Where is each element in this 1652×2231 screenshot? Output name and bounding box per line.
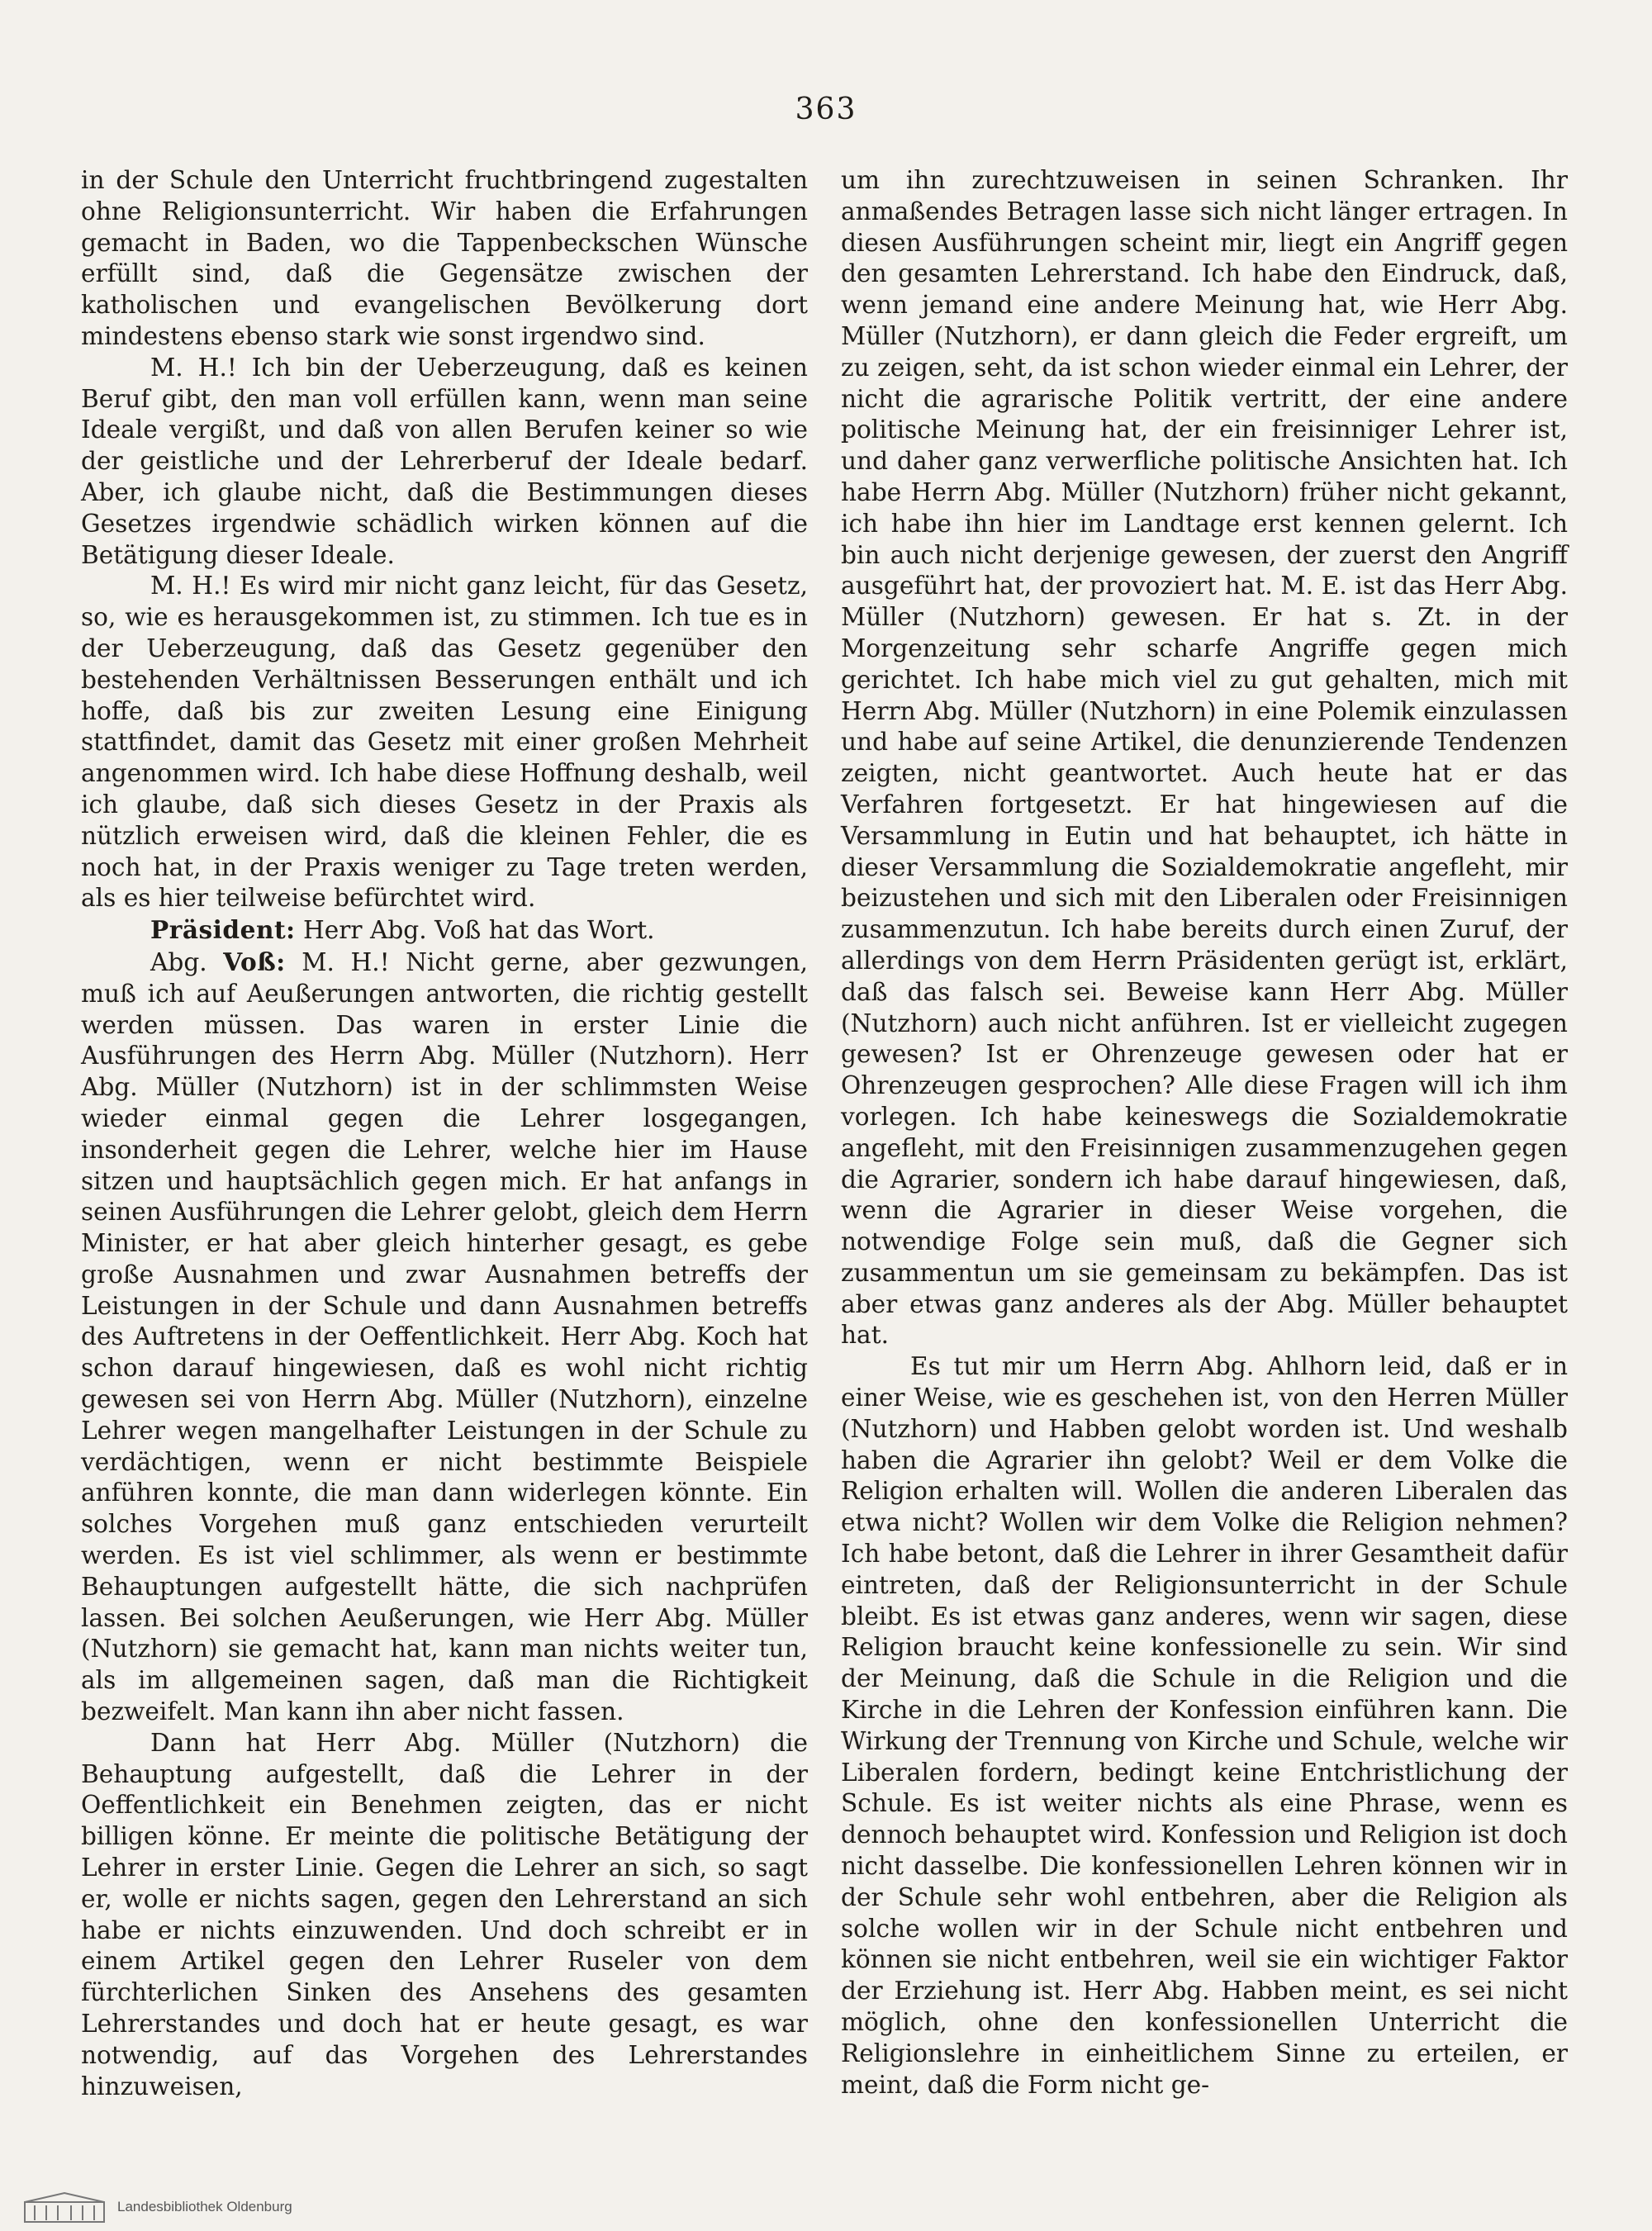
paragraph: M. H.! Ich bin der Ueberzeugung, daß es keinen Beruf gibt, den man voll erfüllen kann, wenn man seine Ideale vergißt, und daß von allen Berufen keiner so wie der geistliche und der Lehrerberuf der Ideale bedarf. Aber, ich glaube nicht, daß die Bestimmungen dieses Gesetzes irgendwie schädlich wirken können auf die Betätigung dieser Ideale. bbox=[81, 353, 808, 569]
library-footer bbox=[23, 2189, 292, 2225]
library-building-icon bbox=[23, 2191, 106, 2224]
speaker-name: Präsident: bbox=[150, 915, 296, 945]
paragraph: M. H.! Es wird mir nicht ganz leicht, für das Gesetz, so, wie es herausgekommen ist, zu stimmen. Ich tue es in der Ueberzeugung, daß das Gesetz gegenüber den bestehenden Verhältnissen Besserungen enthält und ich hoffe, daß bis zur zweiten Lesung eine Einigung stattfindet, damit das Gesetz mit einer großen Mehrheit angenommen wird. Ich habe diese Hoffnung deshalb, weil ich glaube, daß sich dieses Gesetz in der Praxis als nützlich erweisen wird, daß die kleinen Fehler, die es noch hat, in der Praxis weniger zu Tage treten werden, als es hier teilweise befürchtet wird. bbox=[81, 572, 808, 913]
page-number: 363 bbox=[795, 93, 857, 126]
paragraph: Dann hat Herr Abg. Müller (Nutzhorn) die Behauptung aufgestellt, daß die Lehrer in der Oeffentlichkeit ein Benehmen zeigten, das er nicht billigen könne. Er meinte die politische Betätigung der Lehrer in erster Linie. Gegen die Lehrer an sich, so sagt er, wolle er nichts sagen, gegen den Lehrerstand an sich habe er nichts einzuwenden. Und doch schreibt er in einem Artikel gegen den Lehrer Ruseler von dem fürchterlichen Sinken des Ansehens des gesamten Lehrerstandes und doch hat er heute gesagt, es war notwendig, auf das Vorgehen des Lehrerstandes hinzuweisen, bbox=[81, 1728, 808, 2100]
left-column bbox=[81, 165, 808, 2102]
library-name: Landesbibliothek Oldenburg bbox=[117, 2199, 292, 2214]
speaker-name: Voß: bbox=[223, 947, 286, 976]
paragraph: in der Schule den Unterricht fruchtbringend zugestalten ohne Religionsunterricht. Wir haben die Erfahrungen gemacht in Baden, wo die Tappenbeckschen Wünsche erfüllt sind, daß die Gegensätze zwischen der katholischen und evangelischen Bevölkerung dort mindestens ebenso stark wie sonst irgendwo sind. bbox=[81, 166, 808, 350]
speaker-paragraph: Abg. Voß: M. H.! Nicht gerne, aber gezwungen, muß ich auf Aeußerungen antworten, die richtig gestellt werden müssen. Das waren in erster Linie die Ausführungen des Herrn Abg. Müller (Nutzhorn). Herr Abg. Müller (Nutzhorn) ist in der schlimmsten Weise wieder einmal gegen die Lehrer losgegangen, insonderheit gegen die Lehrer, welche hier im Hause sitzen und hauptsächlich gegen mich. Er hat anfangs in seinen Ausführungen die Lehrer gelobt, gleich dem Herrn Minister, er hat aber gleich hinterher gesagt, es gebe große Ausnahmen und zwar Ausnahmen betreffs der Leistungen in der Schule und dann Ausnahmen betreffs des Auftretens in der Oeffentlichkeit. Herr Abg. Koch hat schon darauf hingewiesen, daß es wohl nicht richtig gewesen sei von Herrn Abg. Müller (Nutzhorn), einzelne Lehrer wegen mangelhafter Leistungen in der Schule zu verdächtigen, wenn er nicht bestimmte Beispiele anführen konnte, die man dann widerlegen könnte. Ein solches Vorgehen muß ganz entschieden verurteilt werden. Es ist viel schlimmer, als wenn er bestimmte Behauptungen aufgestellt hätte, die sich nachprüfen lassen. Bei solchen Aeußerungen, wie Herr Abg. Müller (Nutzhorn) sie gemacht hat, kann man nichts weiter tun, als im allgemeinen sagen, daß man die Richtigkeit bezweifelt. Man kann ihn aber nicht fassen. bbox=[81, 947, 808, 1726]
speaker-paragraph: Präsident: Herr Abg. Voß hat das Wort. bbox=[150, 915, 655, 945]
paragraph: Es tut mir um Herrn Abg. Ahlhorn leid, daß er in einer Weise, wie es geschehen ist, von den Herren Müller (Nutzhorn) und Habben gelobt worden ist. Und weshalb haben die Agrarier ihn gelobt? Weil er dem Volke die Religion erhalten will. Wollen die anderen Liberalen das etwa nicht? Wollen wir dem Volke die Religion nehmen? Ich habe betont, daß die Lehrer in ihrer Gesamtheit dafür eintreten, daß der Religionsunterricht in der Schule bleibt. Es ist etwas ganz anderes, wenn wir sagen, diese Religion braucht keine konfessionelle zu sein. Wir sind der Meinung, daß die Schule in die Religion und die Kirche in die Lehren der Konfession einführen kann. Die Wirkung der Trennung von Kirche und Schule, welche wir Liberalen fordern, bedingt keine Entchristlichung der Schule. Es ist weiter nichts als eine Phrase, wenn es dennoch behauptet wird. Konfession und Religion ist doch nicht dasselbe. Die konfessionellen Lehren können wir in der Schule sehr wohl entbehren, aber die Religion als solche wollen wir in der Schule nicht entbehren und können sie nicht entbehren, weil sie ein wichtiger Faktor der Erziehung ist. Herr Abg. Habben meint, es sei nicht möglich, ohne den konfessionellen Unterricht die Religionslehre in einheitlichem Sinne zu erteilen, er meint, daß die Form nicht ge- bbox=[841, 1352, 1568, 2099]
right-column bbox=[841, 165, 1568, 2100]
paragraph: um ihn zurechtzuweisen in seinen Schranken. Ihr anmaßendes Betragen lasse sich nicht länger ertragen. In diesen Ausführungen scheint mir, liegt ein Angriff gegen den gesamten Lehrerstand. Ich habe den Eindruck, daß, wenn jemand eine andere Meinung hat, wie Herr Abg. Müller (Nutzhorn), er dann gleich die Feder ergreift, um zu zeigen, seht, da ist schon wieder einmal ein Lehrer, der nicht die agrarische Politik vertritt, der eine andere politische Meinung hat, der ein freisinniger Lehrer ist, und daher ganz verwerfliche politische Ansichten hat. Ich habe Herrn Abg. Müller (Nutzhorn) früher nicht gekannt, ich habe ihn hier im Landtage erst kennen gelernt. Ich bin auch nicht derjenige gewesen, der zuerst den Angriff ausgeführt hat, der provoziert hat. M. E. ist das Herr Abg. Müller (Nutzhorn) gewesen. Er hat s. Zt. in der Morgenzeitung sehr scharfe Angriffe gegen mich gerichtet. Ich habe mich viel zu gut gehalten, mich mit Herrn Abg. Müller (Nutzhorn) in eine Polemik einzulassen und habe auf seine Artikel, die denunzierende Tendenzen zeigten, nicht geantwortet. Auch heute hat er das Verfahren fortgesetzt. Er hat hingewiesen auf die Versammlung in Eutin und hat behauptet, ich hätte in dieser Versammlung die Sozialdemokratie angefleht, mir beizustehen und sich mit den Liberalen oder Freisinnigen zusammenzutun. Ich habe bereits durch einen Zuruf, der allerdings von dem Herrn Präsidenten gerügt ist, erklärt, daß das falsch sei. Beweise kann Herr Abg. Müller (Nutzhorn) auch nicht anführen. Ist er vielleicht zugegen gewesen? Ist er Ohrenzeuge gewesen oder hat er Ohrenzeugen gesprochen? Alle diese Fragen will ich ihm vorlegen. Ich habe keineswegs die Sozialdemokratie angefleht, mit den Freisinnigen zusammenzugehen gegen die Agrarier, sondern ich habe darauf hingewiesen, daß, wenn die Agrarier in dieser Weise vorgehen, die notwendige Folge sein muß, daß die Gegner sich zusammentun um sie gemeinsam zu bekämpfen. Das ist aber etwas ganz anderes als der Abg. Müller behauptet hat. bbox=[841, 166, 1568, 1350]
